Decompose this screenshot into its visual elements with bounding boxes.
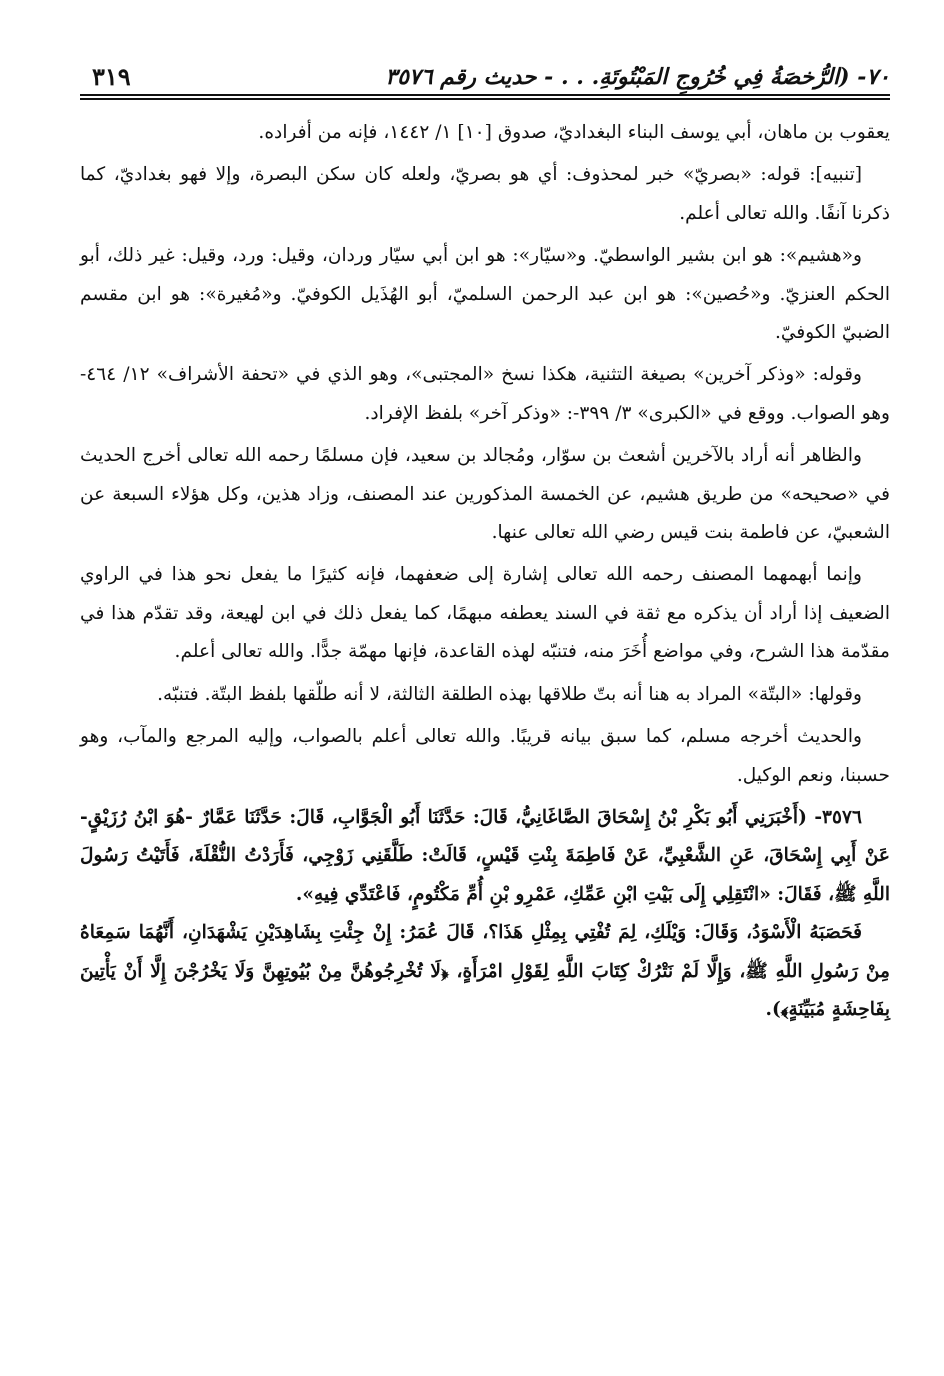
- page-number: ٣١٩: [92, 62, 131, 91]
- page-body: [80, 114, 890, 1029]
- paragraph: وقوله: «وذكر آخرين» بصيغة التثنية، هكذا نسخ «المجتبى»، وهو الذي في «تحفة الأشراف» ١٢/ ٤٦٤- وهو الصواب. ووقع في «الكبرى» ٣/ ٣٩٩-: «وذكر آخر» بلفظ الإفراد.: [80, 364, 890, 424]
- header-divider: [80, 94, 890, 100]
- hadith-text: ٣٥٧٦- (أَخْبَرَنِي أَبُو بَكْرِ بْنُ إِسْحَاقَ الصَّاغَانِيُّ، قَالَ: حَدَّثَنَا أَبُو الْجَوَّابِ، قَالَ: حَدَّثَنَا عَمَّارٌ -هُوَ ابْنُ رُزَيْقٍ- عَنْ أَبِي إِسْحَاقَ، عَنِ الشَّعْبِيِّ، عَنْ فَاطِمَةَ بِنْتِ قَيْسٍ، قَالَتْ: طَلَّقَنِي زَوْجِي، فَأَرَدْتُ النُّقْلَةَ، فَأَتَيْتُ رَسُولَ اللَّهِ ﷺ، فَقَالَ: «انْتَقِلِي إِلَى بَيْتِ ابْنِ عَمِّكِ، عَمْرِو بْنِ أُمِّ مَكْتُومٍ، فَاعْتَدِّي فِيهِ».: [80, 806, 890, 905]
- paragraph: والظاهر أنه أراد بالآخرين أشعث بن سوّار، ومُجالد بن سعيد، فإن مسلمًا رحمه الله تعالى أخرج الحديث في «صحيحه» من طريق هشيم، عن الخمسة المذكورين عند المصنف، وزاد هذين، وكل هؤلاء السبعة عن الشعبيّ، عن فاطمة بنت قيس رضي الله تعالى عنها.: [80, 445, 890, 544]
- paragraph: و«هشيم»: هو ابن بشير الواسطيّ. و«سيّار»: هو ابن أبي سيّار وردان، وقيل: ورد، وقيل: غير ذلك، أبو الحكم العنزيّ. و«حُصين»: هو ابن عبد الرحمن السلميّ، أبو الهُذَيل الكوفيّ. و«مُغيرة»: هو ابن مقسم الضبيّ الكوفيّ.: [80, 245, 890, 344]
- paragraph: وقولها: «البتّة» المراد به هنا أنه بتّ طلاقها بهذه الطلقة الثالثة، لا أنه طلّقها بلفظ البتّة. فتنبّه.: [157, 683, 862, 705]
- running-header: [80, 48, 890, 92]
- paragraph: والحديث أخرجه مسلم، كما سبق بيانه قريبًا. والله تعالى أعلم بالصواب، وإليه المرجع والمآب، وهو حسبنا، ونعم الوكيل.: [80, 726, 890, 786]
- paragraph: يعقوب بن ماهان، أبي يوسف البناء البغداديّ، صدوق [١٠] ١/ ١٤٤٢، فإنه من أفراده.: [258, 122, 890, 143]
- paragraph: وإنما أبهمهما المصنف رحمه الله تعالى إشارة إلى ضعفهما، فإنه كثيرًا ما يفعل نحو هذا في الراوي الضعيف إذا أراد أن يذكره مع ثقة في السند يعطفه مبهمًا، كما يفعل ذلك في ابن لهيعة، وقد تقدّم هذا في مقدّمة هذا الشرح، وفي مواضع أُخَرَ منه، فتنبّه لهذه القاعدة، فإنها مهمّة جدًّا. والله تعالى أعلم.: [80, 564, 890, 663]
- paragraph: [تنبيه]: قوله: «بصريّ» خبر لمحذوف: أي هو بصريّ، ولعله كان سكن البصرة، وإلا فهو بغداديّ، كما ذكرنا آنفًا. والله تعالى أعلم.: [80, 164, 890, 224]
- book-page: [80, 48, 890, 1029]
- chapter-title: ٧٠- (الرُّخصَةُ فِي خُرُوجِ المَبْتُوتَةِ. . . - حديث رقم ٣٥٧٦: [385, 64, 890, 90]
- hadith-text: فَحَصَبَهُ الْأَسْوَدُ، وَقَالَ: وَيْلَكِ، لِمَ تُفْتِي بِمِثْلِ هَذَا؟، قَالَ عُمَرُ: إِنْ جِئْتِ بِشَاهِدَيْنِ يَشْهَدَانِ، أَنَّهُمَا سَمِعَاهُ مِنْ رَسُولِ اللَّهِ ﷺ، وَإِلَّا لَمْ نَتْرُكْ كِتَابَ اللَّهِ لِقَوْلِ امْرَأَةٍ، ﴿لَا تُخْرِجُوهُنَّ مِنْ بُيُوتِهِنَّ وَلَا يَخْرُجْنَ إِلَّا أَنْ يَأْتِينَ بِفَاحِشَةٍ مُبَيِّنَةٍ﴾).: [80, 922, 890, 1020]
